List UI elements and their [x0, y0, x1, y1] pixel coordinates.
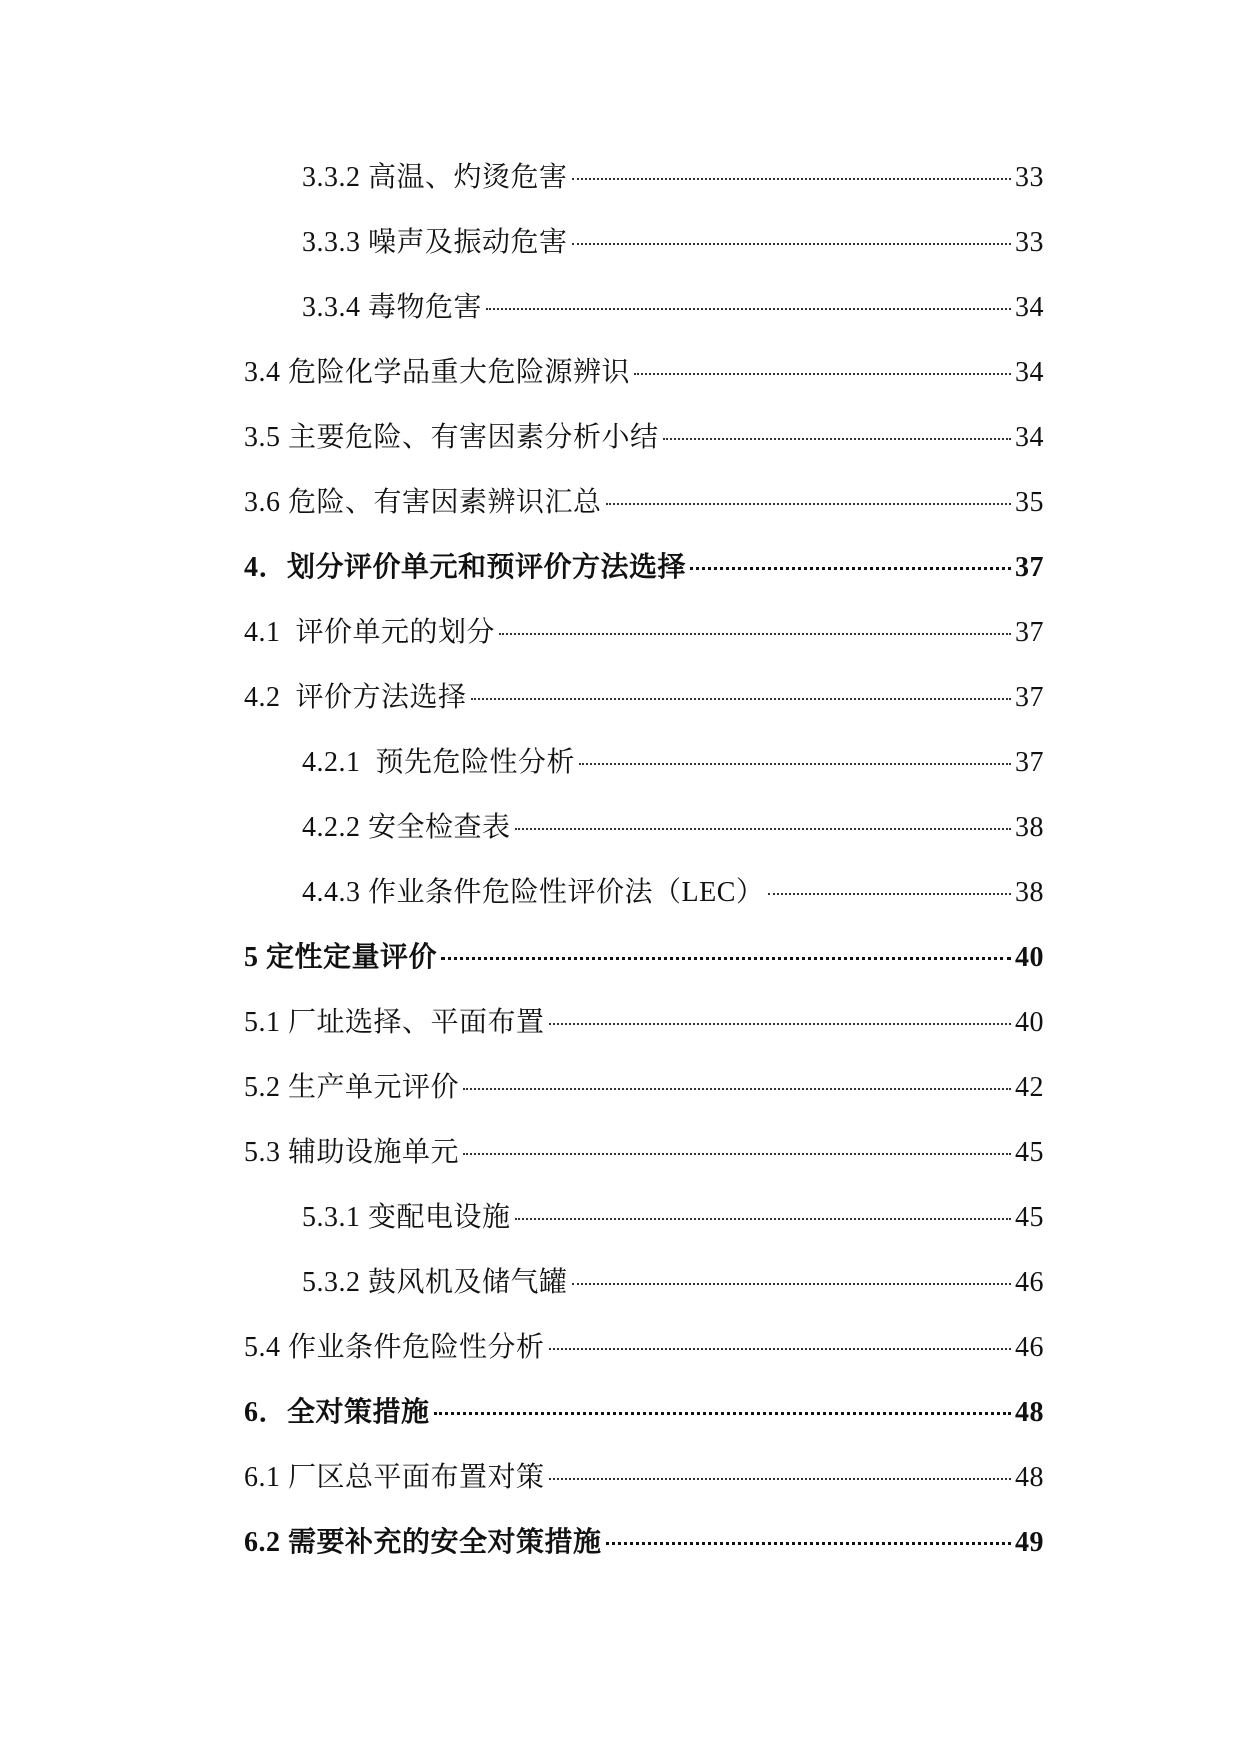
toc-entry[interactable] — [244, 810, 1044, 875]
toc-entry[interactable] — [244, 1070, 1044, 1135]
toc-entry-page: 33 — [1015, 227, 1044, 258]
toc-entry-title: 4.2.1 预先危险性分析 — [302, 747, 576, 778]
toc-entry-page: 49 — [1015, 1527, 1044, 1558]
toc-entry[interactable] — [244, 680, 1044, 745]
toc-entry-title: 4.4.3 作业条件危险性评价法（LEC） — [302, 877, 765, 908]
toc-entry[interactable] — [244, 550, 1044, 615]
toc-entry-page: 40 — [1015, 942, 1044, 973]
toc-entry[interactable] — [244, 1005, 1044, 1070]
toc-entry-title: 3.4 危险化学品重大危险源辨识 — [244, 357, 631, 388]
toc-entry-page: 37 — [1015, 552, 1044, 583]
toc-entry-title: 5 定性定量评价 — [244, 942, 438, 973]
toc-entry[interactable] — [244, 420, 1044, 485]
toc-entry[interactable] — [244, 1395, 1044, 1460]
dot-leader — [768, 893, 1011, 895]
toc-entry[interactable] — [244, 875, 1044, 940]
toc-entry-title: 6.1 厂区总平面布置对策 — [244, 1462, 545, 1493]
toc-entry-title: 5.3.2 鼓风机及储气罐 — [302, 1267, 568, 1298]
toc-entry-page: 34 — [1015, 357, 1044, 388]
dot-leader — [515, 1218, 1011, 1220]
toc-entry-page: 33 — [1015, 162, 1044, 193]
toc-entry-page: 34 — [1015, 292, 1044, 323]
dot-leader — [634, 373, 1011, 375]
dot-leader — [572, 178, 1011, 180]
toc-entry-page: 46 — [1015, 1332, 1044, 1363]
toc-entry-page: 48 — [1015, 1462, 1044, 1493]
toc-entry[interactable] — [244, 1525, 1044, 1590]
toc-entry-page: 38 — [1015, 812, 1044, 843]
toc-entry-title: 3.3.2 高温、灼烫危害 — [302, 162, 568, 193]
toc-entry-title: 5.3.1 变配电设施 — [302, 1202, 511, 1233]
toc-entry[interactable] — [244, 940, 1044, 1005]
toc-entry-page: 40 — [1015, 1007, 1044, 1038]
toc-entry-title: 3.6 危险、有害因素辨识汇总 — [244, 487, 602, 518]
dot-leader — [606, 503, 1011, 505]
toc-entry-page: 37 — [1015, 747, 1044, 778]
dot-leader — [434, 1412, 1011, 1415]
toc-entry-title: 5.4 作业条件危险性分析 — [244, 1332, 545, 1363]
toc-entry-title: 5.1 厂址选择、平面布置 — [244, 1007, 545, 1038]
toc-entry-title: 5.3 辅助设施单元 — [244, 1137, 460, 1168]
toc-entry-page: 37 — [1015, 682, 1044, 713]
toc-entry[interactable] — [244, 355, 1044, 420]
dot-leader — [441, 957, 1011, 960]
toc-entry[interactable] — [244, 225, 1044, 290]
dot-leader — [572, 1283, 1011, 1285]
toc-entry-title: 3.5 主要危险、有害因素分析小结 — [244, 422, 659, 453]
toc-entry-title: 6.2 需要补充的安全对策措施 — [244, 1527, 602, 1558]
toc-entry[interactable] — [244, 1265, 1044, 1330]
dot-leader — [499, 633, 1011, 635]
dot-leader — [463, 1153, 1011, 1155]
toc-entry[interactable] — [244, 485, 1044, 550]
toc-entry[interactable] — [244, 1200, 1044, 1265]
toc-entry-page: 46 — [1015, 1267, 1044, 1298]
toc-entry-page: 42 — [1015, 1072, 1044, 1103]
toc-entry[interactable] — [244, 290, 1044, 355]
toc-entry[interactable] — [244, 615, 1044, 680]
table-of-contents — [244, 160, 1044, 1590]
dot-leader — [515, 828, 1011, 830]
toc-entry-page: 45 — [1015, 1202, 1044, 1233]
toc-entry[interactable] — [244, 745, 1044, 810]
toc-entry-page: 35 — [1015, 487, 1044, 518]
toc-entry-title: 4．划分评价单元和预评价方法选择 — [244, 552, 687, 583]
toc-entry[interactable] — [244, 1135, 1044, 1200]
dot-leader — [690, 567, 1011, 570]
toc-entry[interactable] — [244, 1330, 1044, 1395]
toc-entry-page: 37 — [1015, 617, 1044, 648]
toc-entry-title: 3.3.3 噪声及振动危害 — [302, 227, 568, 258]
toc-entry-page: 45 — [1015, 1137, 1044, 1168]
dot-leader — [471, 698, 1011, 700]
toc-entry-title: 3.3.4 毒物危害 — [302, 292, 483, 323]
toc-entry-page: 38 — [1015, 877, 1044, 908]
toc-entry-title: 4.2.2 安全检查表 — [302, 812, 511, 843]
toc-entry-title: 4.1 评价单元的划分 — [244, 617, 496, 648]
dot-leader — [663, 438, 1011, 440]
dot-leader — [549, 1348, 1011, 1350]
toc-entry-title: 6．全对策措施 — [244, 1397, 430, 1428]
toc-entry-title: 5.2 生产单元评价 — [244, 1072, 460, 1103]
dot-leader — [463, 1088, 1011, 1090]
dot-leader — [579, 763, 1011, 765]
dot-leader — [486, 308, 1011, 310]
dot-leader — [549, 1023, 1011, 1025]
dot-leader — [606, 1542, 1011, 1545]
toc-entry[interactable] — [244, 160, 1044, 225]
toc-entry-title: 4.2 评价方法选择 — [244, 682, 467, 713]
toc-entry-page: 48 — [1015, 1397, 1044, 1428]
toc-entry-page: 34 — [1015, 422, 1044, 453]
toc-entry[interactable] — [244, 1460, 1044, 1525]
dot-leader — [572, 243, 1011, 245]
dot-leader — [549, 1478, 1011, 1480]
